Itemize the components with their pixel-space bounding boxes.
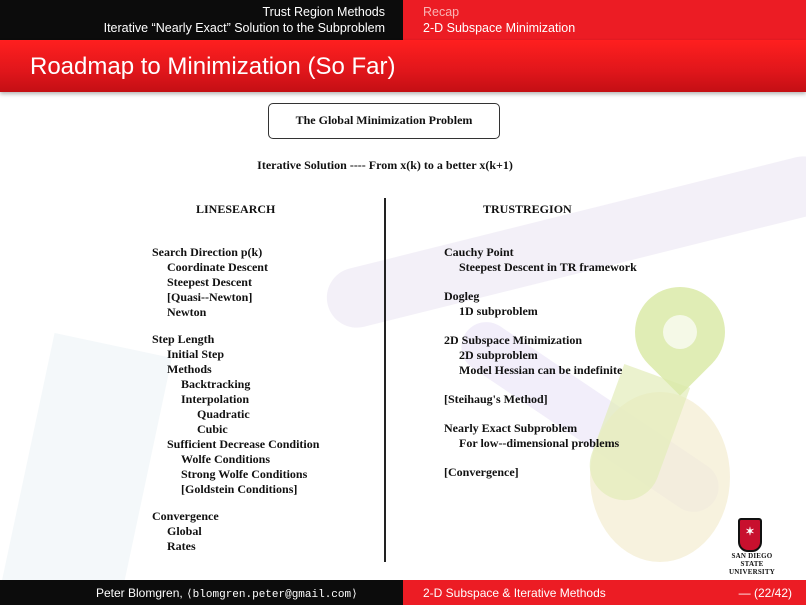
- linesearch-group-title: Convergence: [152, 509, 219, 523]
- linesearch-list-item: Steepest Descent: [167, 275, 252, 289]
- trustregion-list-item: 1D subproblem: [459, 304, 538, 318]
- linesearch-list-item: Backtracking: [181, 377, 251, 391]
- linesearch-list-item: Quadratic: [197, 407, 250, 421]
- footer-email: ⟨blomgren.peter@gmail.com⟩: [186, 589, 358, 601]
- linesearch-list-item: Rates: [167, 539, 196, 553]
- list-spacer: [444, 451, 637, 465]
- linesearch-list-item: Wolfe Conditions: [181, 452, 271, 466]
- trustregion-list-item: Model Hessian can be indefinite: [459, 363, 623, 377]
- footer-author: Peter Blomgren,: [96, 586, 183, 600]
- list-spacer: [152, 497, 319, 509]
- logo-line-2: UNIVERSITY: [729, 568, 775, 576]
- linesearch-list-item: Sufficient Decrease Condition: [167, 437, 320, 451]
- trustregion-heading: TRUSTREGION: [483, 202, 572, 216]
- trustregion-group-title: [Convergence]: [444, 465, 519, 479]
- sdsu-shield-icon: ✶: [738, 518, 762, 552]
- linesearch-list-item: Coordinate Descent: [167, 260, 268, 274]
- trustregion-list: [444, 245, 637, 480]
- linesearch-heading: LINESEARCH: [196, 202, 276, 216]
- linesearch-group-title: Step Length: [152, 332, 215, 346]
- trustregion-list-item: 2D subproblem: [459, 348, 538, 362]
- trustregion-group-title: Dogleg: [444, 289, 480, 303]
- linesearch-list-item: [Goldstein Conditions]: [181, 482, 298, 496]
- trustregion-group-title: Cauchy Point: [444, 245, 514, 259]
- list-spacer: [444, 275, 637, 289]
- header-left: [0, 0, 403, 40]
- list-spacer: [444, 319, 637, 333]
- linesearch-list-item: Interpolation: [181, 392, 250, 406]
- nav-current-link[interactable]: 2-D Subspace Minimization: [423, 21, 576, 35]
- list-spacer: [444, 407, 637, 421]
- logo-line-1: SAN DIEGO STATE: [731, 552, 773, 568]
- header-section-title[interactable]: Trust Region Methods: [262, 5, 385, 19]
- list-spacer: [152, 320, 319, 332]
- linesearch-list-item: Newton: [167, 305, 207, 319]
- linesearch-group-title: Search Direction p(k): [152, 245, 263, 259]
- footer-bar: [0, 580, 806, 605]
- trustregion-list-item: Steepest Descent in TR framework: [459, 260, 637, 274]
- footer-left: [0, 580, 403, 605]
- linesearch-list: [152, 245, 319, 554]
- trustregion-list-item: For low--dimensional problems: [459, 436, 620, 450]
- linesearch-list-item: Initial Step: [167, 347, 225, 361]
- list-spacer: [444, 378, 637, 392]
- header-bar: [0, 0, 806, 40]
- title-bar: [0, 40, 806, 92]
- column-divider: [384, 198, 386, 562]
- footer-right: [403, 580, 806, 605]
- header-right: [403, 0, 806, 40]
- slide-title: Roadmap to Minimization (So Far): [30, 53, 396, 80]
- linesearch-list-item: [Quasi--Newton]: [167, 290, 253, 304]
- trustregion-group-title: [Steihaug's Method]: [444, 392, 548, 406]
- footer-section[interactable]: 2-D Subspace & Iterative Methods: [423, 586, 606, 600]
- nav-recap-link[interactable]: Recap: [423, 5, 460, 19]
- linesearch-list-item: Cubic: [197, 422, 228, 436]
- logo-text: [722, 552, 782, 576]
- linesearch-list-item: Strong Wolfe Conditions: [181, 467, 308, 481]
- footer-page-number: — (22/42): [738, 586, 792, 600]
- map-road: [0, 333, 172, 580]
- trustregion-group-title: Nearly Exact Subproblem: [444, 421, 578, 435]
- global-problem-box: The Global Minimization Problem: [268, 103, 500, 139]
- iterative-solution-text: Iterative Solution ---- From x(k) to a better x(k+1): [257, 158, 513, 172]
- linesearch-list-item: Global: [167, 524, 202, 538]
- header-subsection-title[interactable]: Iterative “Nearly Exact” Solution to the Subproblem: [103, 21, 385, 35]
- linesearch-list-item: Methods: [167, 362, 212, 376]
- trustregion-group-title: 2D Subspace Minimization: [444, 333, 583, 347]
